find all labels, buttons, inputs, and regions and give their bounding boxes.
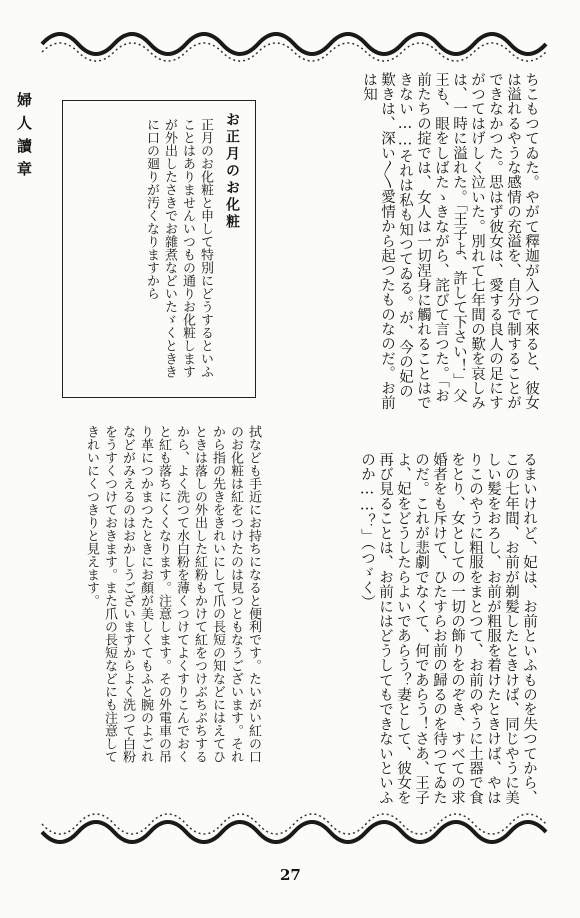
- bottom-ornamental-border: [38, 812, 552, 860]
- column-continuation-text: 拭なども手近にお持ちになると便利です。たいがい紅の口のお化粧は紅をつけたのは見つともなうございます。それから指の先きをきれいにして爪の長短の知などにはえてひときは落しの外出した紅粉もかけて紅をつけぶちぶちするから、よく洗つて水白粉を薄くつけてよくすりこんでおくと紅も落ちにくくなります。注意します。その外電車の吊り革につかまつたときにお顏が美しくてもふと腕のよごれなどがみえるのはおかしうございますからよく洗つて白粉をうすくつけておきます。また爪の長短などにも注意してきれいにくつきりと見えます。: [84, 425, 261, 763]
- column-title: お正月のお化粧: [224, 112, 240, 231]
- story-text-upper: ちこもつてゐた。やがて釋迦が入つて來ると、彼女は溢れるやうな感情の充溢を、自分で制することができなかつた。思はず彼女は、愛する良人の足にすがつてはげしく泣いた。別れて七年間の歎を哀しみは、一時に溢れた。「王子よ、許して下さい！」父王も、眼をしばたゝきながら、詫びて言つた。「お前たちの掟では、女人は一切涅身に觸れることはできない……それは私も知つてゐる。が、今の妃の歎きは、深い〳〵愛情から起つたものなのだ。お前は知: [361, 72, 539, 411]
- top-ornamental-border: [38, 18, 552, 68]
- column-body-text: 正月のお化粧と申して特別にどうするといふことはありませんいつもの通りお化粧しますが外出したさきでお雜煮などいたゞくとききに口の廻りが汚くなりますから: [144, 118, 213, 378]
- story-text-lower: るまいけれど、妃は、お前といふものを失つてから、この七年間、お前が剃髪したときけば、同じやうに美しい髪をおろし、お前が粗服を着けたときけば、やはりこのやうに粗服をまとつて、お前のやうに土器で食をとり、女としての一切の飾りをのぞき、すべての求婚者をも斥けて、ひたすらお前の歸るのを待つてゐたのだ。これが悲劇でなくて、何であらう！さあ、王子よ、妃をどうしたらよいであらう？妻として、彼女を再び見ることは、お前にはどうしてもできないといふのか……？」（つゞく）: [359, 452, 537, 805]
- section-side-label: 婦人讀章: [15, 92, 33, 184]
- page-number: 27: [280, 866, 301, 884]
